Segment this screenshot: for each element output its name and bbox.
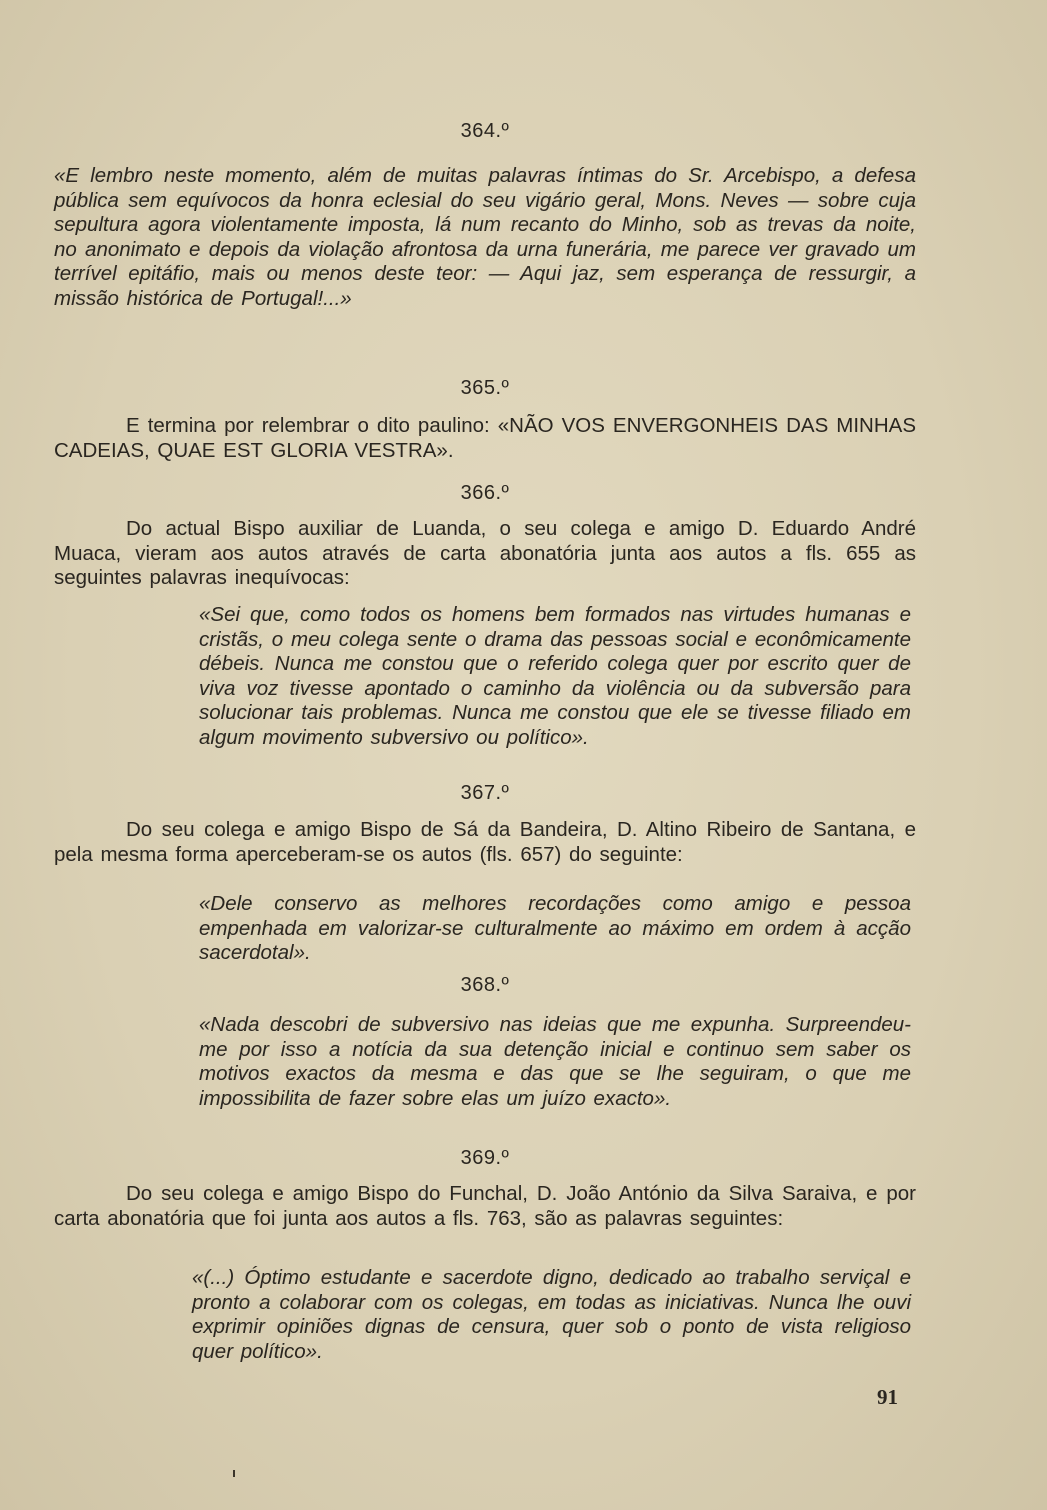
paragraph-text: «Dele conservo as melhores recordações como amigo e pessoa empenhada em valorizar-se culturalmente ao máximo em ordem à acção sacerdotal».	[199, 892, 911, 964]
paragraph-text: «Nada descobri de subversivo nas ideias que me expunha. Surpreendeu-me por isso a notícia da sua detenção inicial e continuo sem saber os motivos exactos da mesma e das que se lhe seguiram, o que me impossibilita de fazer sobre elas um juízo exacto».	[199, 1013, 911, 1110]
paragraph-text: E termina por relembrar o dito paulino: «NÃO VOS ENVERGONHEIS DAS MINHAS CADEIAS, QUAE EST GLORIA VESTRA».	[54, 414, 916, 462]
quote-paragraph	[199, 1013, 911, 1111]
body-paragraph	[54, 818, 916, 867]
paragraph-text: «(...) Óptimo estudante e sacerdote digno, dedicado ao trabalho serviçal e pronto a colaborar com os colegas, em todas as iniciativas. Nunca lhe ouvi exprimir opiniões dignas de censura, quer sob o ponto de vista religioso quer político».	[192, 1266, 911, 1363]
section-number: 369.º	[460, 1147, 510, 1169]
section-number: 364.º	[460, 120, 510, 142]
quote-paragraph	[199, 892, 911, 966]
paragraph-text: «Sei que, como todos os homens bem formados nas virtudes humanas e cristãs, o meu colega sente o drama das pessoas social e econômicamente débeis. Nunca me constou que o referido colega quer por escrito quer de viva voz tivesse apontado o caminho da violência ou da subversão para solucionar tais problemas. Nunca me constou que ele se tivesse filiado em algum movimento subversivo ou político».	[199, 603, 911, 749]
body-paragraph	[54, 414, 916, 463]
paper-speck	[233, 1470, 235, 1477]
body-paragraph	[54, 1182, 916, 1231]
section-number: 368.º	[460, 974, 510, 996]
paragraph-text: Do seu colega e amigo Bispo de Sá da Bandeira, D. Altino Ribeiro de Santana, e pela mesma forma aperceberam-se os autos (fls. 657) do seguinte:	[54, 818, 916, 866]
quote-paragraph	[199, 603, 911, 750]
section-number: 365.º	[460, 377, 510, 399]
paragraph-text: Do seu colega e amigo Bispo do Funchal, D. João António da Silva Saraiva, e por carta abonatória que foi junta aos autos a fls. 763, são as palavras seguintes:	[54, 1182, 916, 1230]
page-number: 91	[877, 1385, 898, 1409]
section-number: 366.º	[460, 482, 510, 504]
section-number: 367.º	[460, 782, 510, 804]
quote-paragraph	[192, 1266, 911, 1364]
body-paragraph	[54, 517, 916, 591]
quote-paragraph	[54, 164, 916, 311]
paragraph-text: «E lembro neste momento, além de muitas palavras íntimas do Sr. Arcebispo, a defesa pública sem equívocos da honra eclesial do seu vigário geral, Mons. Neves — sobre cuja sepultura agora violentamente imposta, lá num recanto do Minho, sob as trevas da noite, no anonimato e depois da violação afrontosa da urna funerária, me parece ver gravado um terrível epitáfio, mais ou menos deste teor: — Aqui jaz, sem esperança de ressurgir, a missão histórica de Portugal!...»	[54, 164, 916, 310]
paragraph-text: Do actual Bispo auxiliar de Luanda, o seu colega e amigo D. Eduardo André Muaca, vieram aos autos através de carta abonatória junta aos autos a fls. 655 as seguintes palavras inequívocas:	[54, 517, 916, 589]
